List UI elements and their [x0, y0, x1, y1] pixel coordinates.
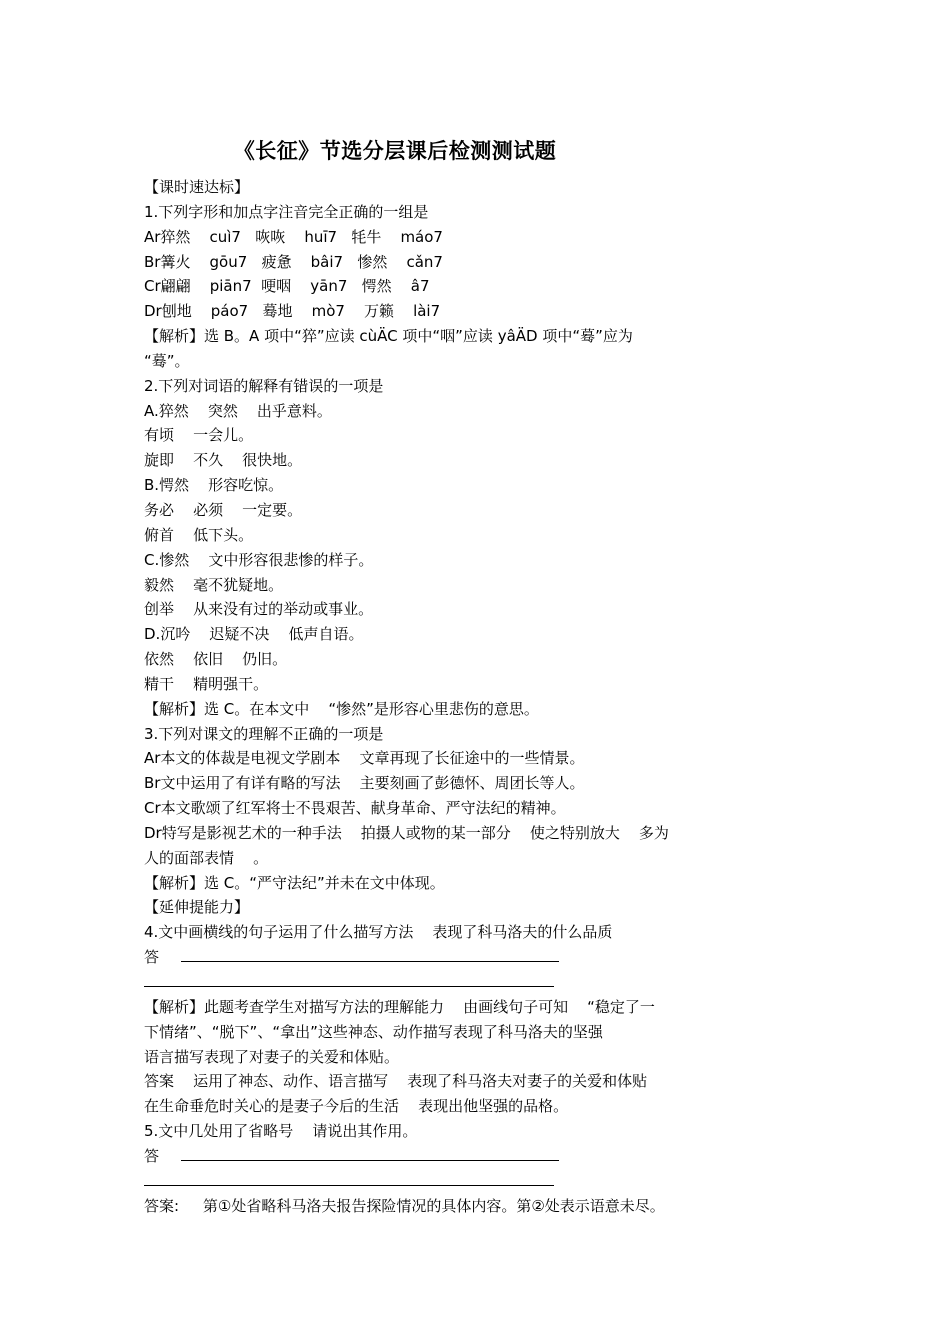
section-heading: 【延伸提能力】: [144, 898, 250, 917]
analysis-2: 【解析】选 C。在本文中 “惨然”是形容心里悲伤的意思。: [144, 699, 539, 718]
option-c: C.惨然 文中形容很悲惨的样子。: [144, 550, 374, 569]
answer-blank: [144, 1144, 744, 1169]
option-b: B.愕然 形容吃惊。: [144, 476, 284, 495]
answer-blank-2: [144, 1169, 744, 1194]
answer-4-cont: 在生命垂危时关心的是妻子今后的生活 表现出他坚强的品格。: [144, 1097, 569, 1116]
answer-line: [144, 970, 554, 987]
option-a: A.猝然 突然 出乎意料。: [144, 401, 332, 420]
analysis-4-cont: 下情绪”、“脱下”、“拿出”这些神态、动作描写表现了科马洛夫的坚强: [144, 1022, 603, 1041]
answer-line: [181, 945, 559, 962]
option-a: Ar本文的体裁是电视文学剧本 文章再现了长征途中的一些情景。: [144, 749, 585, 768]
analysis-1: 【解析】选 B。A 项中“猝”应读 cùÄC 项中“咽”应读 yâÄD 项中“蓦”应为: [144, 327, 633, 346]
option-d: D.沉吟 迟疑不决 低声自语。: [144, 625, 364, 644]
option-b: Br篝火 gōu7 疲惫 bâi7 惨然 cǎn7: [144, 252, 443, 271]
option-a: Ar猝然 cuì7 咴咴 huī7 牦牛 máo7: [144, 227, 443, 246]
answer-label: 答: [144, 948, 160, 967]
answer-label: 答: [144, 1146, 160, 1165]
option-b: Br文中运用了有详有略的写法 主要刻画了彭德怀、周团长等人。: [144, 774, 585, 793]
section-heading: 【课时速达标】: [144, 178, 250, 196]
option-text: 旋即 不久 很快地。: [144, 451, 303, 470]
option-text: 毅然 毫不犹疑地。: [144, 575, 284, 594]
question-2: 2.下列对词语的解释有错误的一项是: [144, 376, 384, 395]
question-3: 3.下列对课文的理解不正确的一项是: [144, 724, 384, 743]
analysis-4: 【解析】此题考查学生对描写方法的理解能力 由画线句子可知 “稳定了一: [144, 997, 655, 1016]
analysis-3: 【解析】选 C。“严守法纪”并未在文中体现。: [144, 873, 445, 892]
option-text: 务必 必须 一定要。: [144, 500, 303, 519]
option-d-cont: 人的面部表情 。: [144, 848, 269, 867]
option-text: 有顷 一会儿。: [144, 426, 254, 445]
answer-blank: [144, 945, 744, 970]
answer-blank-2: [144, 970, 744, 995]
question-1: 1.下列字形和加点字注音完全正确的一组是: [144, 202, 429, 221]
option-text: 俯首 低下头。: [144, 525, 254, 544]
option-d: Dr特写是影视艺术的一种手法 拍摄人或物的某一部分 使之特别放大 多为: [144, 823, 669, 842]
answer-5: 答案: 第①处省略科马洛夫报告探险情况的具体内容。第②处表示语意未尽。: [144, 1196, 665, 1215]
option-d: Dr刨地 páo7 蓦地 mò7 万籁 lài7: [144, 302, 441, 321]
answer-4: 答案 运用了神态、动作、语言描写 表现了科马洛夫对妻子的关爱和体贴: [144, 1072, 648, 1091]
option-c: Cr本文歌颂了红军将士不畏艰苦、献身革命、严守法纪的精神。: [144, 799, 566, 818]
option-text: 精干 精明强干。: [144, 674, 269, 693]
option-text: 创举 从来没有过的举动或事业。: [144, 600, 374, 619]
answer-line: [144, 1169, 554, 1186]
answer-line: [181, 1144, 559, 1161]
analysis-1-cont: “蓦”。: [144, 351, 190, 370]
option-c: Cr翩翩 piān7 哽咽 yān7 愕然 â7: [144, 277, 430, 296]
document-title: 《长征》节选分层课后检测测试题: [233, 139, 557, 163]
question-4: 4.文中画横线的句子运用了什么描写方法 表现了科马洛夫的什么品质: [144, 923, 613, 942]
analysis-4-cont: 语言描写表现了对妻子的关爱和体贴。: [144, 1047, 400, 1066]
option-text: 依然 依旧 仍旧。: [144, 650, 288, 669]
question-5: 5.文中几处用了省略号 请说出其作用。: [144, 1122, 418, 1141]
document-body: [144, 175, 744, 1218]
